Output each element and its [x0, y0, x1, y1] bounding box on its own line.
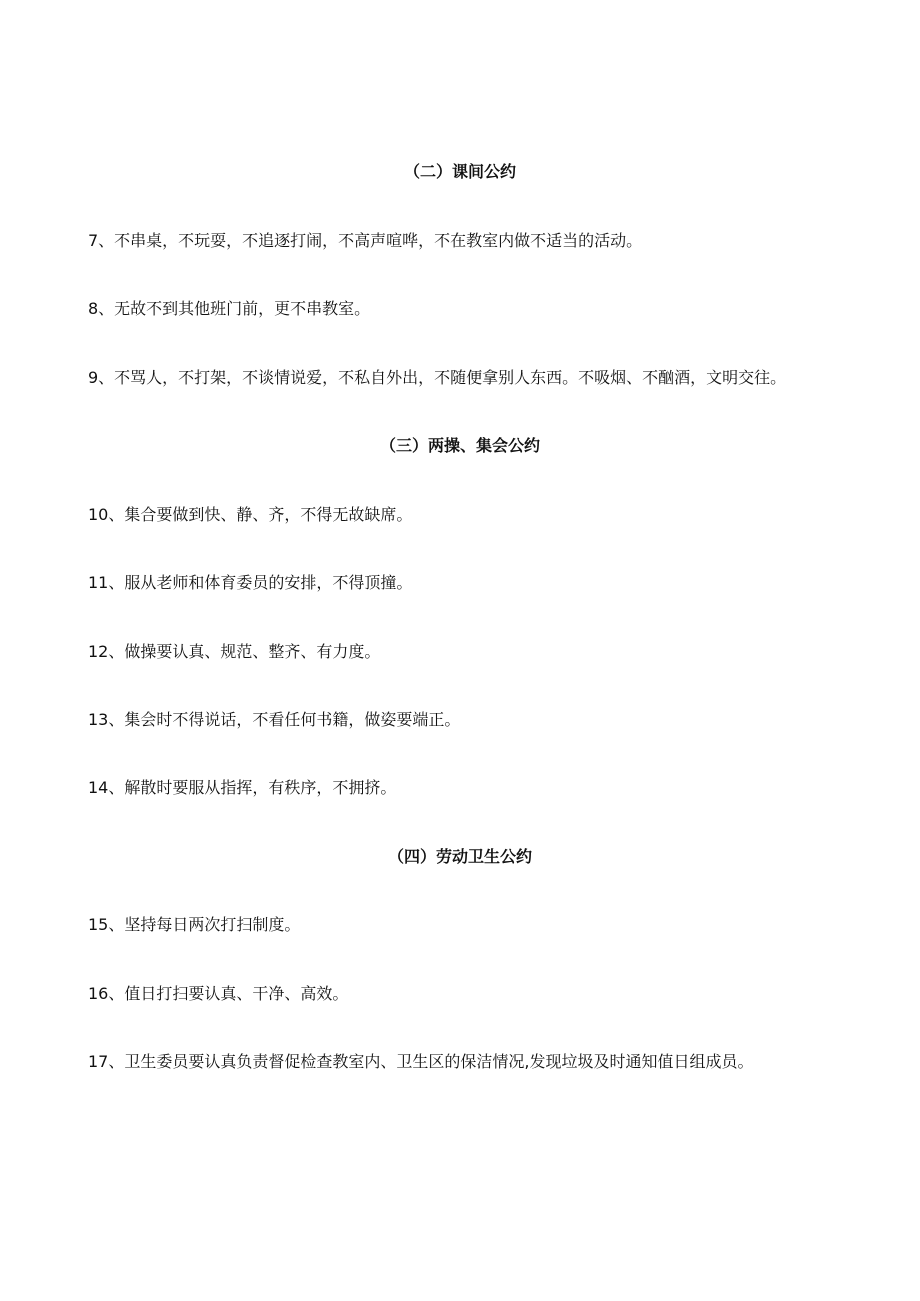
- section-heading-exercise-assembly-rules: （三）两操、集会公约: [379, 436, 540, 455]
- rule-item-14: 14、解散时要服从指挥，有秩序，不拥挤。: [88, 778, 397, 797]
- rule-item-17: 17、卫生委员要认真负责督促检查教室内、卫生区的保洁情况,发现垃圾及时通知值日组成员。: [88, 1052, 754, 1071]
- rule-item-10: 10、集合要做到快、静、齐，不得无故缺席。: [88, 505, 413, 524]
- rule-item-16: 16、值日打扫要认真、干净、高效。: [88, 984, 349, 1003]
- rule-item-13: 13、集会时不得说话，不看任何书籍，做姿要端正。: [88, 710, 461, 729]
- section-heading-labor-hygiene-rules: （四）劳动卫生公约: [387, 847, 532, 866]
- rule-item-12: 12、做操要认真、规范、整齐、有力度。: [88, 642, 381, 661]
- section-heading-break-rules: （二）课间公约: [403, 162, 516, 181]
- rule-item-7: 7、不串桌，不玩耍，不追逐打闹，不高声喧哗，不在教室内做不适当的活动。: [88, 231, 643, 250]
- rule-item-11: 11、服从老师和体育委员的安排，不得顶撞。: [88, 573, 413, 592]
- rule-item-8: 8、无故不到其他班门前，更不串教室。: [88, 299, 371, 318]
- rule-item-15: 15、坚持每日两次打扫制度。: [88, 915, 301, 934]
- rule-item-9: 9、不骂人，不打架，不谈情说爱，不私自外出，不随便拿别人东西。不吸烟、不酗酒，文明交往。: [88, 368, 787, 387]
